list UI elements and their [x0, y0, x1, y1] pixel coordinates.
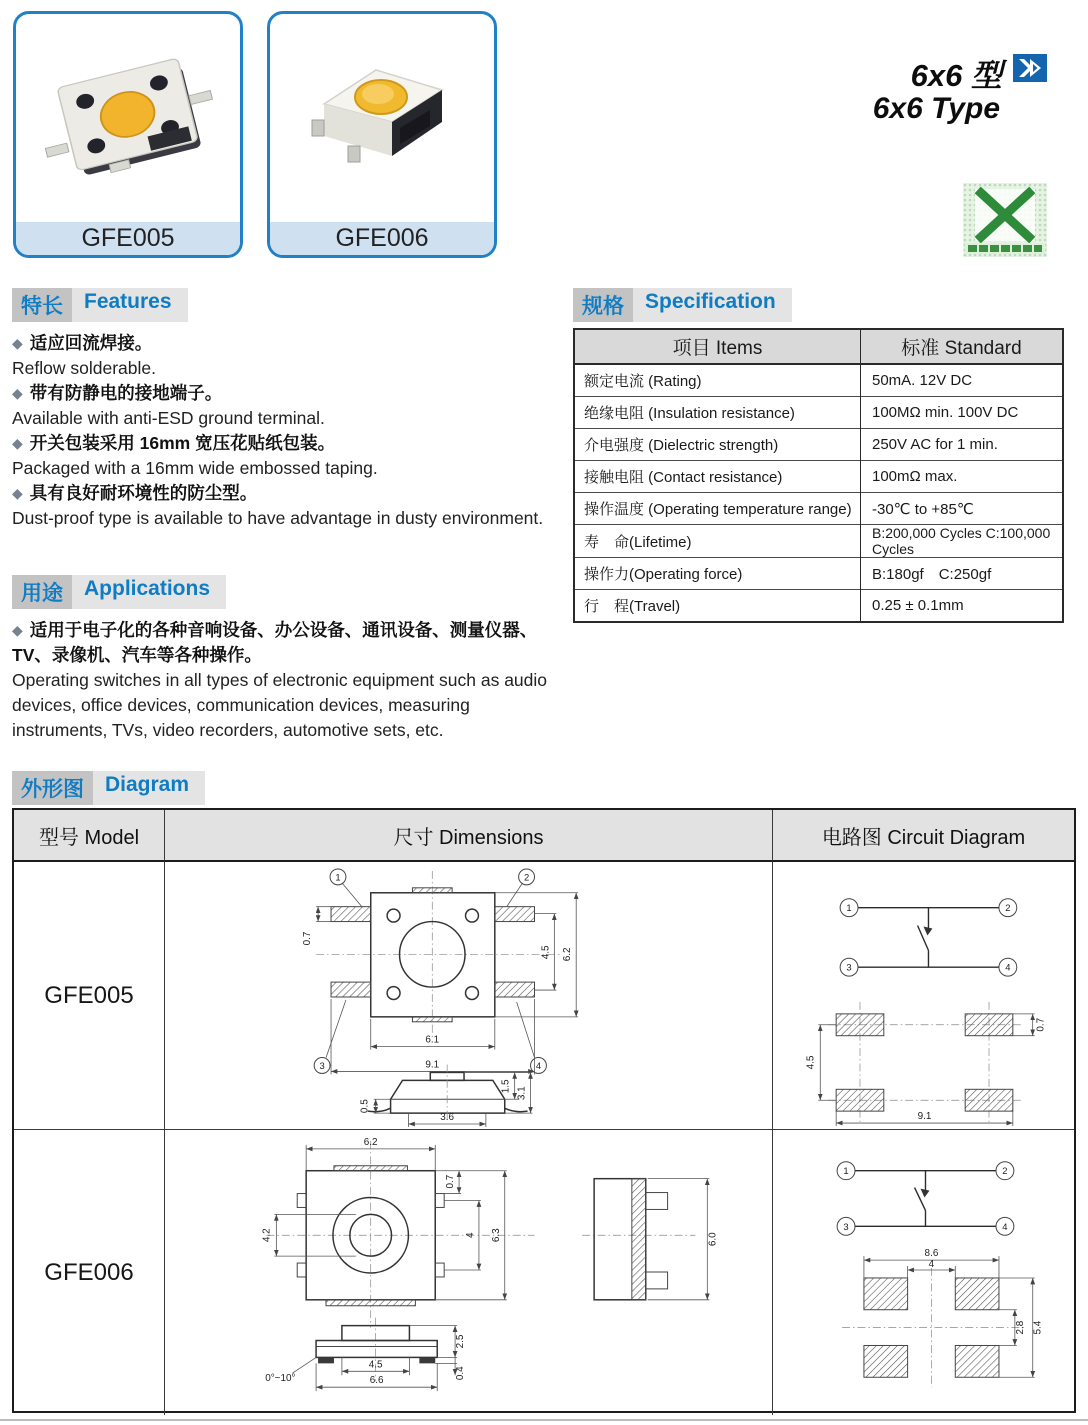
- application-item-zh: ◆ 适用于电子化的各种音响设备、办公设备、通讯设备、测量仪器、TV、录像机、汽车等各种操作。: [12, 620, 538, 665]
- table-row: [574, 364, 1063, 397]
- pin-label: 1: [845, 901, 852, 913]
- dim-label: 1.5: [500, 1078, 512, 1093]
- spec-value: 0.25 ± 0.1mm: [861, 590, 1064, 623]
- dim-label: 6.2: [363, 1136, 378, 1148]
- pin-callout: 1: [334, 870, 341, 882]
- pin-callout: 4: [535, 1059, 541, 1071]
- feature-item-zh: ◆ 开关包装采用 16mm 宽压花贴纸包装。: [12, 433, 336, 453]
- spec-value: -30℃ to +85℃: [861, 493, 1064, 525]
- diagram-circuit-gfe005: [773, 862, 1074, 1130]
- applications-section: [12, 575, 560, 743]
- gfe006-side-view: [582, 1179, 718, 1300]
- spec-item: 行 程(Travel): [574, 590, 861, 623]
- product-model-label: GFE005: [16, 222, 240, 255]
- table-row: [574, 493, 1063, 525]
- features-title-en: Features: [72, 288, 188, 322]
- gfe006-circuit-drawing: [774, 1131, 1074, 1414]
- feature-item-zh: ◆ 适应回流焊接。: [12, 333, 153, 353]
- dim-label: 0.7: [444, 1174, 456, 1189]
- switch-photo-gfe006-image: [275, 20, 489, 216]
- dim-label: 6.1: [424, 1034, 439, 1046]
- product-photo-gfe006: [270, 14, 494, 222]
- series-type-label-en: 6x6 Type: [872, 92, 1000, 125]
- dim-label: 4: [464, 1232, 476, 1239]
- table-row: [574, 590, 1063, 623]
- diagram-model-gfe006: GFE006: [14, 1130, 165, 1415]
- spec-value: 100mΩ max.: [861, 461, 1064, 493]
- features-section: [12, 288, 560, 531]
- dim-label: 0.4: [454, 1366, 466, 1381]
- diagram-table: [12, 808, 1076, 1413]
- applications-header: [12, 575, 226, 609]
- certification-logo: [963, 183, 1047, 257]
- spec-item: 寿 命(Lifetime): [574, 525, 861, 558]
- feature-item-zh: ◆ 带有防静电的接地端子。: [12, 383, 223, 403]
- diagram-col-model: 型号 Model: [14, 810, 165, 862]
- diagram-title-zh: 外形图: [12, 771, 93, 805]
- pin-label: 4: [1001, 1220, 1008, 1232]
- dim-label: 2.8: [1014, 1320, 1026, 1335]
- dim-label: 4.5: [368, 1359, 383, 1371]
- pin-label: 2: [1001, 1165, 1008, 1177]
- gfe006-circuit-symbol: [837, 1162, 1014, 1235]
- spec-value: 50mA. 12V DC: [861, 364, 1064, 397]
- diagram-col-circuit: 电路图 Circuit Diagram: [773, 810, 1074, 862]
- pin-label: 2: [1004, 901, 1010, 913]
- product-photo-gfe005: [16, 14, 240, 222]
- switch-photo-gfe005-image: [21, 20, 235, 216]
- features-header: [12, 288, 188, 322]
- pin-label: 3: [842, 1220, 849, 1232]
- spec-value: B:200,000 Cycles C:100,000 Cycles: [861, 525, 1064, 558]
- diagram-dimensions-gfe005: [165, 862, 773, 1130]
- features-title-zh: 特长: [12, 288, 72, 322]
- pin-label: 4: [1004, 961, 1010, 973]
- gfe005-circuit-symbol: [840, 898, 1017, 975]
- dim-label: 0.5: [359, 1098, 371, 1113]
- product-card-gfe005: [13, 11, 243, 258]
- dim-label: 0.7: [301, 931, 313, 945]
- spec-item: 绝缘电阻 (Insulation resistance): [574, 397, 861, 429]
- specification-header: [573, 288, 792, 322]
- pin-callout: 3: [318, 1059, 325, 1071]
- gfe005-circuit-drawing: [774, 863, 1074, 1129]
- feature-item-en: Dust-proof type is available to have advantage in dusty environment.: [12, 508, 544, 528]
- dim-label: 8.6: [924, 1248, 938, 1260]
- dim-label: 2.5: [454, 1334, 466, 1349]
- dim-label: 9.1: [917, 1110, 931, 1122]
- feature-item-en: Reflow solderable.: [12, 358, 156, 378]
- table-row: [574, 429, 1063, 461]
- feature-item-en: Packaged with a 16mm wide embossed taping.: [12, 458, 378, 478]
- diamond-bullet-icon: ◆: [12, 335, 23, 351]
- spec-header-row: [574, 329, 1063, 364]
- diagram-model-gfe005: GFE005: [14, 862, 165, 1130]
- specification-title-zh: 规格: [573, 288, 633, 322]
- dim-label: 6.0: [706, 1232, 718, 1247]
- spec-value: 250V AC for 1 min.: [861, 429, 1064, 461]
- spec-col-items: 项目 Items: [574, 329, 861, 364]
- gfe006-top-view: [261, 1137, 534, 1328]
- pin-label: 1: [842, 1165, 849, 1177]
- specification-table: [573, 328, 1064, 623]
- diagram-title-en: Diagram: [93, 771, 205, 805]
- feature-item-en: Available with anti-ESD ground terminal.: [12, 408, 325, 428]
- specification-title-en: Specification: [633, 288, 792, 322]
- diamond-bullet-icon: ◆: [12, 622, 23, 638]
- diamond-bullet-icon: ◆: [12, 435, 23, 451]
- spec-value: B:180gf C:250gf: [861, 558, 1064, 590]
- dim-label: 9.1: [424, 1058, 439, 1070]
- applications-title-en: Applications: [72, 575, 226, 609]
- spec-item: 操作温度 (Operating temperature range): [574, 493, 861, 525]
- gfe005-top-view: [302, 868, 578, 1073]
- product-model-label: GFE006: [270, 222, 494, 255]
- spec-item: 操作力(Operating force): [574, 558, 861, 590]
- table-row: [574, 525, 1063, 558]
- diagram-header: [12, 771, 205, 805]
- diagram-col-dimensions: 尺寸 Dimensions: [165, 810, 773, 862]
- pin-label: 3: [845, 961, 852, 973]
- spec-item: 额定电流 (Rating): [574, 364, 861, 397]
- table-row: [574, 461, 1063, 493]
- pin-callout: 2: [523, 870, 529, 882]
- gfe006-dimensions-drawing: [166, 1131, 772, 1414]
- diagram-dimensions-gfe006: [165, 1130, 773, 1415]
- spec-value: 100MΩ min. 100V DC: [861, 397, 1064, 429]
- diamond-bullet-icon: ◆: [12, 385, 23, 401]
- feature-item-zh: ◆ 具有良好耐环境性的防尘型。: [12, 483, 258, 503]
- dim-label: 5.4: [1032, 1320, 1044, 1335]
- gfe005-side-view: [359, 1064, 532, 1127]
- dim-label: 4.5: [539, 944, 551, 959]
- page-edge-divider: [0, 1419, 1088, 1421]
- table-row: [574, 558, 1063, 590]
- diamond-bullet-icon: ◆: [12, 485, 23, 501]
- applications-title-zh: 用途: [12, 575, 72, 609]
- spec-item: 介电强度 (Dielectric strength): [574, 429, 861, 461]
- spec-col-standard: 标准 Standard: [861, 329, 1064, 364]
- table-row: [574, 397, 1063, 429]
- gfe005-dimensions-drawing: [166, 863, 772, 1129]
- dim-label: 4.5: [804, 1055, 816, 1069]
- dim-label: 4: [928, 1259, 934, 1271]
- double-chevron-right-icon: [1013, 54, 1047, 82]
- dim-label: 0.7: [1035, 1017, 1047, 1032]
- dim-label: 3.1: [516, 1085, 528, 1100]
- dim-label: 4.2: [260, 1228, 272, 1243]
- dim-label: 6.2: [561, 946, 573, 961]
- series-type-label-zh: 6x6 型: [910, 58, 1002, 93]
- gfe006-land-pattern: [842, 1248, 1044, 1387]
- dim-label: 0°~10°: [264, 1373, 295, 1385]
- gfe005-land-pattern: [805, 1001, 1046, 1125]
- dim-label: 3.6: [439, 1111, 454, 1123]
- product-card-gfe006: [267, 11, 497, 258]
- gfe006-front-view: [265, 1318, 466, 1391]
- dim-label: 6.3: [490, 1228, 502, 1243]
- application-item-en: Operating switches in all types of electronic equipment such as audio devices, office devices, communication devices, measuring instruments, TVs, video recorders, automotive sets, etc.: [12, 670, 548, 740]
- dim-label: 6.6: [369, 1375, 384, 1387]
- diagram-circuit-gfe006: [773, 1130, 1074, 1415]
- spec-item: 接触电阻 (Contact resistance): [574, 461, 861, 493]
